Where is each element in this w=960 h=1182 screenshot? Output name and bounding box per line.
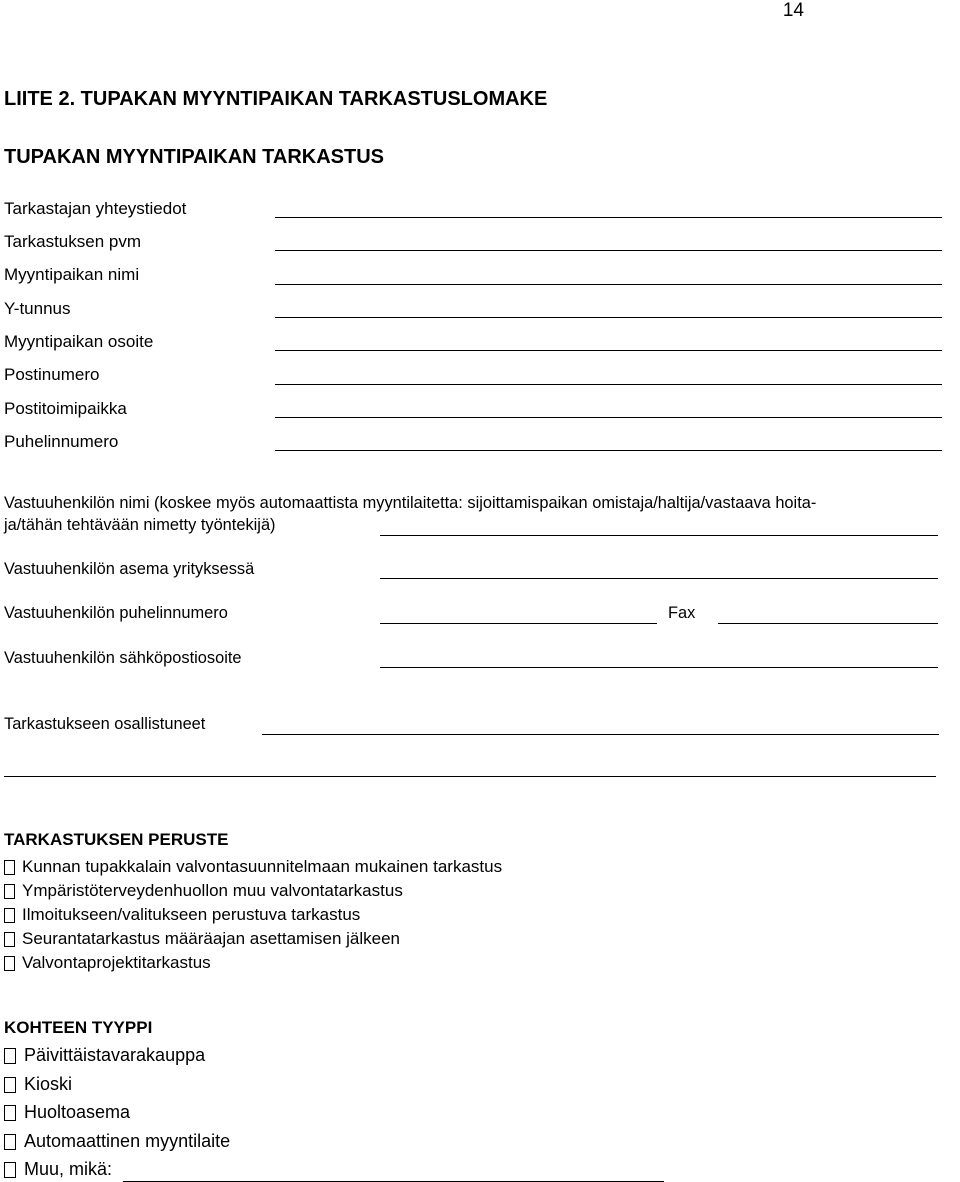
- phone-number-field[interactable]: [275, 450, 942, 451]
- site-type-option-service-station[interactable]: Huoltoasema: [4, 1102, 130, 1123]
- checkbox-icon[interactable]: [4, 1105, 16, 1121]
- fax-field[interactable]: [718, 623, 938, 624]
- fax-label: Fax: [668, 604, 696, 622]
- checkbox-icon[interactable]: [4, 860, 15, 875]
- responsible-phone-field[interactable]: [380, 623, 657, 624]
- inspection-basis-heading: TARKASTUKSEN PERUSTE: [4, 830, 229, 849]
- responsible-position-label: Vastuuhenkilön asema yrityksessä: [4, 560, 255, 578]
- participants-field-continued[interactable]: [4, 776, 936, 777]
- site-type-option-grocery[interactable]: Päivittäistavarakauppa: [4, 1045, 205, 1066]
- responsible-name-label-line2: ja/tähän tehtävään nimetty työntekijä): [4, 516, 276, 534]
- inspector-contact-label: Tarkastajan yhteystiedot: [4, 199, 187, 218]
- responsible-name-label-line1: Vastuuhenkilön nimi (koskee myös automaattista myyntilaitetta: sijoittamispaikan omistaja/haltija/vastaava hoita-: [4, 494, 817, 512]
- site-type-option-kiosk[interactable]: Kioski: [4, 1074, 72, 1095]
- postal-code-field[interactable]: [275, 384, 942, 385]
- site-type-heading: KOHTEEN TYYPPI: [4, 1018, 153, 1037]
- basis-option-municipal-plan[interactable]: Kunnan tupakkalain valvontasuunnitelmaan mukainen tarkastus: [4, 857, 502, 877]
- responsible-email-field[interactable]: [380, 667, 938, 668]
- post-office-label: Postitoimipaikka: [4, 399, 127, 418]
- postal-code-label: Postinumero: [4, 365, 100, 384]
- checkbox-icon[interactable]: [4, 1077, 16, 1093]
- form-title: TUPAKAN MYYNTIPAIKAN TARKASTUS: [4, 146, 384, 168]
- inspection-date-label: Tarkastuksen pvm: [4, 232, 141, 251]
- basis-option-complaint[interactable]: Ilmoitukseen/valitukseen perustuva tarkastus: [4, 905, 360, 925]
- sales-point-address-field[interactable]: [275, 350, 942, 351]
- business-id-label: Y-tunnus: [4, 299, 71, 318]
- responsible-email-label: Vastuuhenkilön sähköpostiosoite: [4, 649, 242, 667]
- checkbox-icon[interactable]: [4, 932, 15, 947]
- checkbox-icon[interactable]: [4, 1162, 16, 1178]
- participants-label: Tarkastukseen osallistuneet: [4, 715, 206, 733]
- checkbox-icon[interactable]: [4, 1134, 16, 1150]
- sales-point-name-field[interactable]: [275, 284, 942, 285]
- participants-field[interactable]: [262, 734, 939, 735]
- post-office-field[interactable]: [275, 417, 942, 418]
- sales-point-name-label: Myyntipaikan nimi: [4, 265, 140, 284]
- basis-option-other-inspection[interactable]: Ympäristöterveydenhuollon muu valvontatarkastus: [4, 881, 403, 901]
- checkbox-icon[interactable]: [4, 908, 15, 923]
- checkbox-icon[interactable]: [4, 884, 15, 899]
- responsible-position-field[interactable]: [380, 578, 938, 579]
- site-type-option-vending-machine[interactable]: Automaattinen myyntilaite: [4, 1131, 230, 1152]
- checkbox-icon[interactable]: [4, 956, 15, 971]
- phone-number-label: Puhelinnumero: [4, 432, 119, 451]
- page-number: 14: [782, 0, 804, 21]
- basis-option-project[interactable]: Valvontaprojektitarkastus: [4, 953, 211, 973]
- checkbox-icon[interactable]: [4, 1048, 16, 1064]
- basis-option-follow-up[interactable]: Seurantatarkastus määräajan asettamisen jälkeen: [4, 929, 400, 949]
- inspection-date-field[interactable]: [275, 250, 942, 251]
- business-id-field[interactable]: [275, 317, 942, 318]
- site-type-option-other[interactable]: Muu, mikä:: [4, 1159, 112, 1180]
- responsible-phone-label: Vastuuhenkilön puhelinnumero: [4, 604, 228, 622]
- sales-point-address-label: Myyntipaikan osoite: [4, 332, 154, 351]
- appendix-title: LIITE 2. TUPAKAN MYYNTIPAIKAN TARKASTUSLOMAKE: [4, 88, 548, 110]
- inspector-contact-field[interactable]: [275, 217, 942, 218]
- responsible-name-field[interactable]: [380, 535, 938, 536]
